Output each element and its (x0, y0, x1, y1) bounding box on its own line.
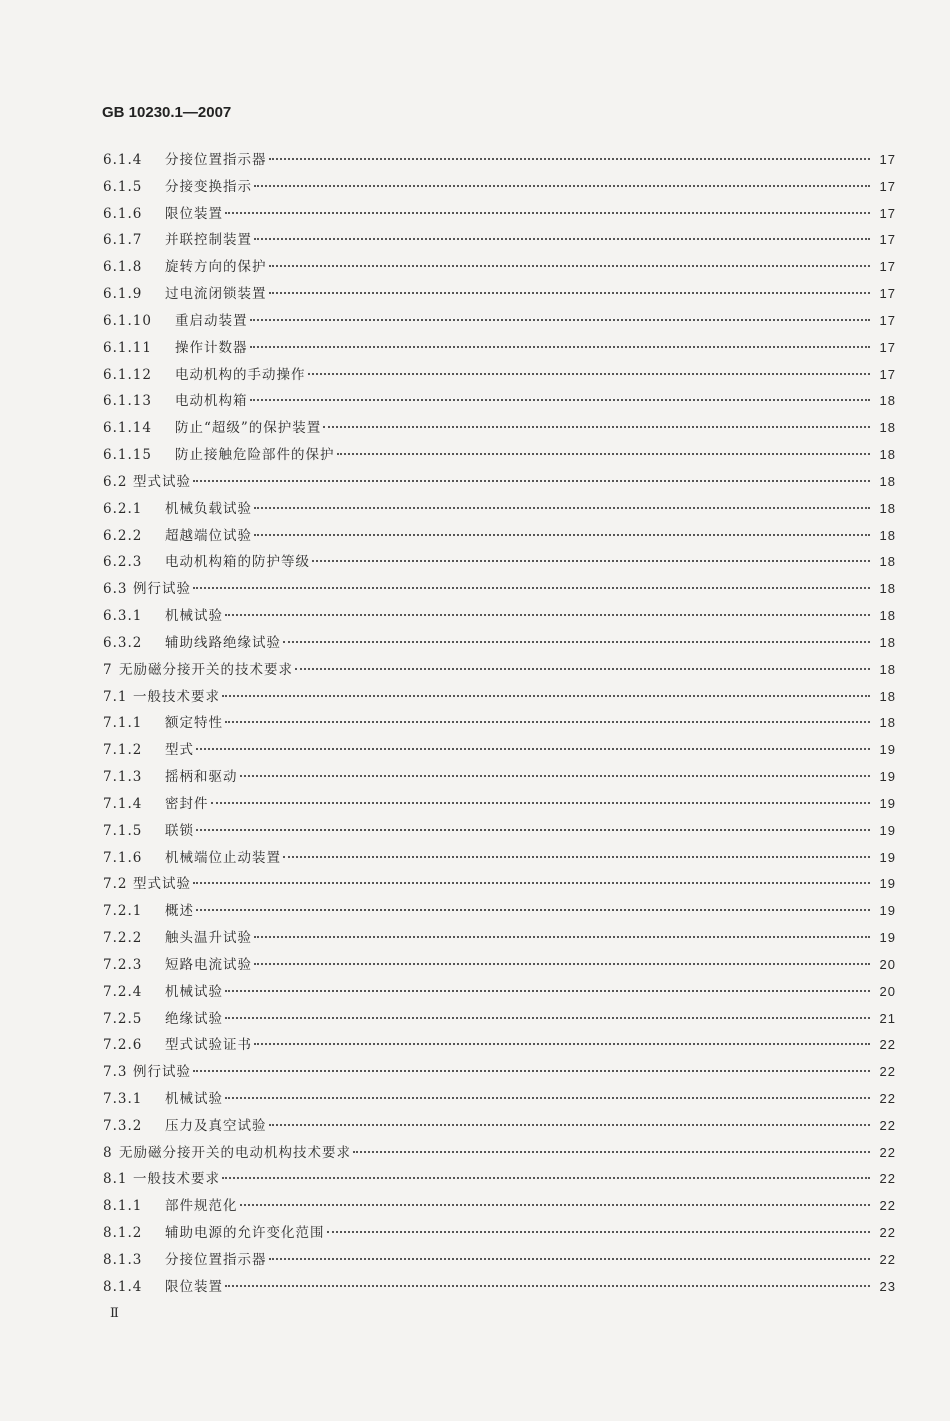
dot-leader (196, 909, 870, 911)
toc-entry[interactable] (103, 1221, 896, 1248)
toc-entry-page: 21 (879, 1010, 896, 1026)
toc-entry[interactable] (103, 1141, 896, 1168)
toc-entry-page: 17 (879, 232, 896, 248)
dot-leader (254, 507, 870, 509)
toc-entry-title: 并联控制装置 (165, 232, 252, 249)
dot-leader (269, 1258, 871, 1260)
dot-leader (211, 802, 871, 804)
toc-entry-number: 7.1.4 (103, 795, 143, 812)
toc-entry-title: 机械负载试验 (165, 500, 252, 517)
toc-entry[interactable] (103, 524, 896, 551)
toc-entry-page: 19 (879, 849, 896, 865)
toc-entry-page: 22 (879, 1090, 896, 1106)
toc-entry-page: 22 (879, 1037, 896, 1053)
toc-entry-number: 6.1.12 (103, 366, 152, 383)
toc-entry-page: 18 (879, 634, 896, 650)
toc-entry-number: 7.1.1 (103, 715, 143, 732)
toc-entry-page: 18 (879, 581, 896, 597)
toc-entry-page: 19 (879, 903, 896, 919)
toc-entry[interactable] (103, 926, 896, 953)
toc-entry-title: 机械端位止动装置 (165, 849, 281, 866)
toc-entry-page: 18 (879, 608, 896, 624)
toc-entry-page: 18 (879, 688, 896, 704)
toc-entry[interactable] (103, 336, 896, 363)
dot-leader (193, 882, 870, 884)
dot-leader (250, 346, 871, 348)
toc-entry-page: 18 (879, 420, 896, 436)
toc-entry-number: 7.3.2 (103, 1117, 143, 1134)
toc-entry[interactable] (103, 631, 896, 658)
dot-leader (193, 1070, 870, 1072)
toc-entry-page: 20 (879, 956, 896, 972)
dot-leader (196, 829, 870, 831)
dot-leader (225, 721, 870, 723)
dot-leader (240, 775, 871, 777)
toc-entry-number: 8.1.3 (103, 1251, 143, 1268)
toc-entry-number: 7.1.5 (103, 822, 143, 839)
toc-entry-title: 电动机构箱的防护等级 (165, 554, 310, 571)
toc-entry-title: 概述 (165, 903, 194, 920)
toc-entry[interactable] (103, 846, 896, 873)
toc-entry[interactable] (103, 389, 896, 416)
toc-entry-number: 6.1.6 (103, 205, 143, 222)
toc-entry[interactable] (103, 819, 896, 846)
dot-leader (222, 1177, 870, 1179)
toc-entry-title: 防止“超级”的保护装置 (175, 420, 322, 437)
toc-entry-title: 触头温升试验 (165, 930, 252, 947)
toc-entry-number: 6.1.7 (103, 232, 143, 249)
toc-entry-number: 6.2 (103, 473, 128, 490)
toc-entry-title: 过电流闭锁装置 (165, 286, 267, 303)
dot-leader (254, 534, 870, 536)
toc-entry-title: 摇柄和驱动 (165, 769, 238, 786)
dot-leader (269, 158, 871, 160)
dot-leader (323, 426, 870, 428)
toc-entry[interactable] (103, 980, 896, 1007)
dot-leader (269, 292, 871, 294)
toc-entry-page: 18 (879, 500, 896, 516)
dot-leader (269, 1124, 871, 1126)
toc-entry-title: 联锁 (165, 822, 194, 839)
toc-entry-title: 机械试验 (165, 1090, 223, 1107)
toc-entry[interactable] (103, 202, 896, 229)
toc-entry[interactable] (103, 416, 896, 443)
toc-entry-title: 超越端位试验 (165, 527, 252, 544)
toc-entry-number: 7.2.3 (103, 956, 143, 973)
toc-entry[interactable] (103, 953, 896, 980)
dot-leader (250, 399, 871, 401)
dot-leader (283, 856, 870, 858)
dot-leader (225, 1017, 870, 1019)
toc-entry-number: 7 (103, 661, 113, 678)
toc-entry-page: 18 (879, 393, 896, 409)
toc-entry-page: 18 (879, 473, 896, 489)
toc-entry-number: 6.2.1 (103, 500, 143, 517)
toc-entry-page: 22 (879, 1117, 896, 1133)
dot-leader (337, 453, 871, 455)
page-number: Ⅱ (110, 1306, 119, 1321)
toc-entry-title: 限位装置 (165, 205, 223, 222)
toc-entry[interactable] (103, 175, 896, 202)
toc-entry[interactable] (103, 497, 896, 524)
toc-entry-number: 8.1.1 (103, 1198, 143, 1215)
toc-entry-title: 额定特性 (165, 715, 223, 732)
toc-entry[interactable] (103, 550, 896, 577)
toc-entry-page: 19 (879, 876, 896, 892)
toc-entry-title: 绝缘试验 (165, 1010, 223, 1027)
toc-entry[interactable] (103, 899, 896, 926)
toc-entry-number: 7.2.5 (103, 1010, 143, 1027)
toc-entry[interactable] (103, 792, 896, 819)
toc-entry-number: 6.1.15 (103, 447, 152, 464)
toc-entry-page: 17 (879, 312, 896, 328)
toc-entry-number: 7.2 (103, 876, 128, 893)
dot-leader (193, 480, 870, 482)
toc-entry-title: 例行试验 (133, 1064, 191, 1081)
dot-leader (308, 373, 871, 375)
toc-entry[interactable] (103, 1033, 896, 1060)
toc-entry-title: 防止接触危险部件的保护 (175, 447, 335, 464)
toc-entry-number: 6.1.14 (103, 420, 152, 437)
toc-entry[interactable] (103, 1087, 896, 1114)
dot-leader (254, 1043, 870, 1045)
toc-entry-number: 7.1.2 (103, 742, 143, 759)
toc-entry-number: 6.1.13 (103, 393, 152, 410)
toc-entry-title: 机械试验 (165, 608, 223, 625)
toc-entry-title: 重启动装置 (175, 312, 248, 329)
toc-entry[interactable] (103, 685, 896, 712)
toc-entry[interactable] (103, 711, 896, 738)
toc-entry-page: 19 (879, 822, 896, 838)
toc-entry[interactable] (103, 443, 896, 470)
toc-entry[interactable] (103, 228, 896, 255)
toc-entry-page: 19 (879, 769, 896, 785)
toc-entry-title: 型式试验 (133, 473, 191, 490)
dot-leader (312, 560, 870, 562)
toc-entry[interactable] (103, 604, 896, 631)
toc-entry-number: 6.1.9 (103, 286, 143, 303)
toc-entry-title: 限位装置 (165, 1278, 223, 1295)
dot-leader (225, 614, 870, 616)
dot-leader (225, 1097, 870, 1099)
toc-entry-number: 7.2.1 (103, 903, 143, 920)
toc-entry-title: 一般技术要求 (133, 1171, 220, 1188)
toc-entry-number: 6.3.2 (103, 634, 143, 651)
toc-entry-number: 6.1.5 (103, 178, 143, 195)
toc-entry-title: 辅助线路绝缘试验 (165, 634, 281, 651)
toc-entry[interactable] (103, 470, 896, 497)
toc-entry-page: 17 (879, 339, 896, 355)
dot-leader (254, 185, 870, 187)
toc-entry-page: 19 (879, 795, 896, 811)
table-of-contents (103, 148, 896, 1302)
toc-entry[interactable] (103, 1007, 896, 1034)
toc-entry-page: 17 (879, 366, 896, 382)
toc-entry-page: 19 (879, 930, 896, 946)
toc-entry-title: 分接位置指示器 (165, 1251, 267, 1268)
toc-entry-page: 22 (879, 1198, 896, 1214)
toc-entry-number: 8.1.2 (103, 1225, 143, 1242)
toc-entry[interactable] (103, 1194, 896, 1221)
toc-entry-number: 7.3.1 (103, 1090, 143, 1107)
toc-entry-title: 一般技术要求 (133, 688, 220, 705)
toc-entry-title: 密封件 (165, 795, 209, 812)
toc-entry[interactable] (103, 282, 896, 309)
toc-entry-page: 17 (879, 205, 896, 221)
dot-leader (353, 1151, 870, 1153)
toc-entry-title: 无励磁分接开关的技术要求 (119, 661, 293, 678)
toc-entry-page: 17 (879, 152, 896, 167)
toc-entry[interactable] (103, 577, 896, 604)
toc-entry-page: 18 (879, 554, 896, 570)
toc-entry[interactable] (103, 363, 896, 390)
toc-entry-number: 6.1.8 (103, 259, 143, 276)
toc-entry-title: 无励磁分接开关的电动机构技术要求 (119, 1144, 351, 1161)
toc-entry[interactable] (103, 1167, 896, 1194)
dot-leader (225, 1285, 870, 1287)
toc-entry-page: 19 (879, 742, 896, 758)
toc-entry-page: 18 (879, 527, 896, 543)
toc-entry[interactable] (103, 1275, 896, 1302)
toc-entry-number: 8 (103, 1144, 113, 1161)
dot-leader (254, 963, 870, 965)
toc-entry[interactable] (103, 1060, 896, 1087)
toc-entry-number: 7.2.4 (103, 983, 143, 1000)
toc-entry-number: 7.1 (103, 688, 128, 705)
toc-entry-page: 18 (879, 661, 896, 677)
toc-entry-title: 例行试验 (133, 581, 191, 598)
toc-entry-page: 22 (879, 1251, 896, 1267)
toc-entry[interactable] (103, 309, 896, 336)
toc-entry-page: 20 (879, 983, 896, 999)
toc-entry-title: 机械试验 (165, 983, 223, 1000)
toc-entry-page: 22 (879, 1171, 896, 1187)
standard-number-header: GB 10230.1—2007 (102, 104, 232, 121)
toc-entry-page: 22 (879, 1225, 896, 1241)
dot-leader (240, 1204, 871, 1206)
dot-leader (254, 238, 870, 240)
toc-entry-title: 电动机构的手动操作 (175, 366, 306, 383)
toc-entry-title: 操作计数器 (175, 339, 248, 356)
toc-entry-number: 8.1.4 (103, 1278, 143, 1295)
dot-leader (295, 668, 870, 670)
toc-entry-title: 旋转方向的保护 (165, 259, 267, 276)
toc-entry-title: 分接变换指示 (165, 178, 252, 195)
toc-entry-number: 6.3.1 (103, 608, 143, 625)
toc-entry-page: 17 (879, 178, 896, 194)
dot-leader (222, 695, 870, 697)
toc-entry[interactable] (103, 738, 896, 765)
toc-entry[interactable] (103, 658, 896, 685)
toc-entry-title: 辅助电源的允许变化范围 (165, 1225, 325, 1242)
dot-leader (193, 587, 870, 589)
toc-entry-title: 型式试验证书 (165, 1037, 252, 1054)
dot-leader (250, 319, 871, 321)
toc-entry-page: 17 (879, 259, 896, 275)
toc-entry-number: 7.1.3 (103, 769, 143, 786)
toc-entry-title: 型式 (165, 742, 194, 759)
toc-entry-number: 7.3 (103, 1064, 128, 1081)
toc-entry[interactable] (103, 148, 896, 175)
toc-entry-title: 分接位置指示器 (165, 152, 267, 168)
toc-entry[interactable] (103, 1248, 896, 1275)
toc-entry[interactable] (103, 872, 896, 899)
toc-entry-number: 6.1.11 (103, 339, 152, 356)
toc-entry-number: 6.1.4 (103, 152, 143, 168)
toc-entry[interactable] (103, 765, 896, 792)
dot-leader (225, 212, 870, 214)
toc-entry-page: 18 (879, 715, 896, 731)
dot-leader (225, 990, 870, 992)
toc-entry-page: 22 (879, 1144, 896, 1160)
toc-entry-number: 6.1.10 (103, 312, 152, 329)
toc-entry-number: 6.3 (103, 581, 128, 598)
toc-entry-title: 短路电流试验 (165, 956, 252, 973)
toc-entry-page: 17 (879, 286, 896, 302)
toc-entry-page: 23 (879, 1278, 896, 1294)
toc-entry-title: 型式试验 (133, 876, 191, 893)
toc-entry[interactable] (103, 255, 896, 282)
toc-entry-title: 压力及真空试验 (165, 1117, 267, 1134)
dot-leader (283, 641, 870, 643)
toc-entry-number: 8.1 (103, 1171, 128, 1188)
toc-entry-number: 7.2.6 (103, 1037, 143, 1054)
toc-entry-number: 7.1.6 (103, 849, 143, 866)
toc-entry-number: 7.2.2 (103, 930, 143, 947)
toc-entry-number: 6.2.3 (103, 554, 143, 571)
toc-entry-page: 22 (879, 1064, 896, 1080)
toc-entry[interactable] (103, 1114, 896, 1141)
toc-entry-title: 部件规范化 (165, 1198, 238, 1215)
dot-leader (254, 936, 870, 938)
dot-leader (196, 748, 870, 750)
toc-entry-page: 18 (879, 447, 896, 463)
toc-entry-title: 电动机构箱 (175, 393, 248, 410)
toc-entry-number: 6.2.2 (103, 527, 143, 544)
dot-leader (327, 1231, 871, 1233)
dot-leader (269, 265, 871, 267)
